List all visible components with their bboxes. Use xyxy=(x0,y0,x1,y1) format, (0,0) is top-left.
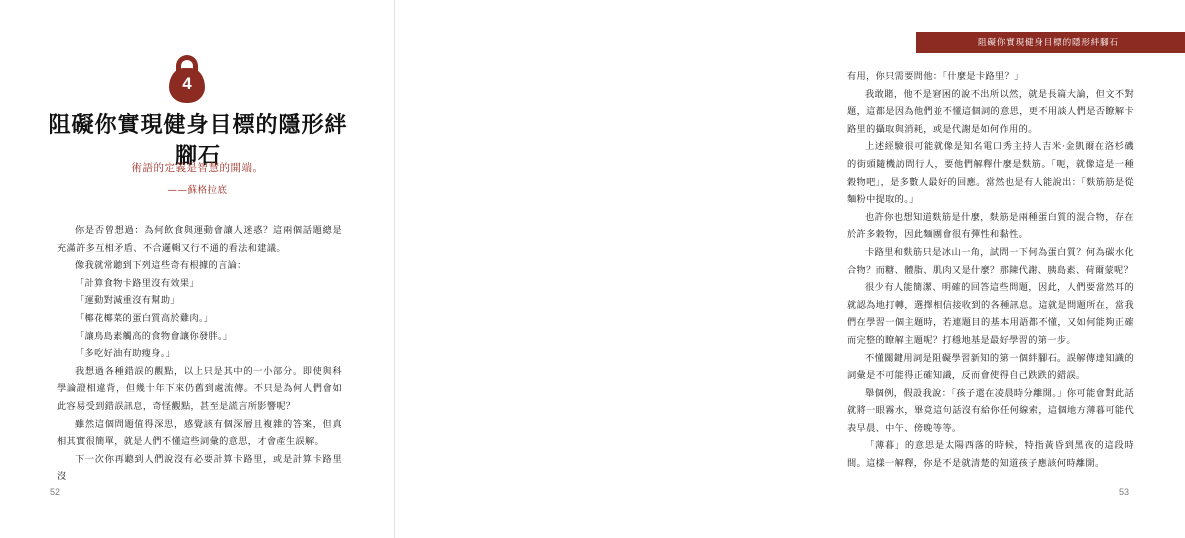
paragraph: 我想過各種錯誤的觀點，以上只是其中的一小部分。即使與科學論證相違背，但幾十年下來仍舊到處流傳。不只是為何人們會如此容易受到錯誤訊息，奇怪觀點，甚至是謊言所影響呢？ xyxy=(57,365,342,412)
paragraph: 「薄暮」的意思是太陽西落的時候，特指黃昏到黑夜的這段時間。這樣一解釋，你是不是就清楚的知道孩子應該何時離開。 xyxy=(847,440,1134,470)
page-right xyxy=(395,0,1134,538)
paragraph: 不懂關鍵用詞是阻礙學習新知的第一個絆腳石。誤解傳達知識的詞彙是不可能得正確知識，反而會使得自己跌跌的錯誤。 xyxy=(847,352,1134,382)
running-head: 阻礙你實現健身目標的隱形絆腳石 xyxy=(978,38,1119,48)
epigraph-text: 術語的定義是智慧的開端。 xyxy=(131,162,264,174)
chapter-badge xyxy=(167,55,207,103)
paragraph: 很少有人能簡潔、明確的回答這些問題，因此，人們要當然耳的就認為地打轉，選擇相信接收到的各種訊息。這就是問題所在，當我們在學習一個主題時，若連題目的基本用語都不懂，又如何能夠正確而完整的瞭解主題呢？打穩地基是最好學習的第一步。 xyxy=(847,282,1134,346)
chapter-title: 阻礙你實現健身目標的隱形絆腳石 xyxy=(48,113,348,169)
epigraph-attribution: ——蘇格拉底 xyxy=(167,185,228,196)
paragraph: 卡路里和麩筋只是冰山一角，試問一下何為蛋白質？何為碳水化合物？而糖、體脂、肌肉又是什麼？那陳代謝、胰島素、荷爾蒙呢？ xyxy=(847,246,1134,276)
paragraph: 你是否曾想過：為何飲食與運動會讓人迷惑？這兩個話題總是充滿許多互相矛盾、不合邏輯又行不通的看法和建議。 xyxy=(57,225,342,254)
page-number-right: 53 xyxy=(1119,487,1130,497)
paragraph: 上述經驗很可能就像是知名電口秀主持人吉米‧金凱爾在洛杉磯的街頭隨機訪問行人，要他們解釋什麼是麩筋。「呃，就像這是一種穀物吧」，是多數人最好的回應。當然也是有人能說出：「麩筋筋是從麵粉中提取的。」 xyxy=(847,141,1134,206)
paragraph: 像我就常聽到下列這些奇有根據的言論： xyxy=(75,260,247,272)
kettlebell-icon xyxy=(167,55,207,103)
page-left xyxy=(0,0,395,538)
paragraph: 「運動對減重沒有幫助」 xyxy=(75,295,180,307)
paragraph: 「多吃好油有助瘦身。」 xyxy=(75,348,176,360)
paragraph: 「讓鳥島素觸高的食物會讓你發胖。」 xyxy=(75,330,233,342)
paragraph: 也許你也想知道麩筋是什麼，麩筋是兩種蛋白質的混合物，存在於許多穀物，因此麵團會很有彈性和黏性。 xyxy=(847,211,1134,241)
paragraph: 我敢賭，他不是窘困的說不出所以然，就是長篇大論，但文不對題，這都是因為他們並不懂這個詞的意思，更不用談人們是否瞭解卡路里的攝取與消耗，或是代謝是如何作用的。 xyxy=(847,88,1134,135)
paragraph: 下一次你再聽到人們說沒有必要計算卡路里，或是計算卡路里沒 xyxy=(57,453,342,483)
paragraph: 「計算食物卡路里沒有效果」 xyxy=(75,277,199,289)
paragraph: 「椰花椰菜的蛋白質高於雞肉。」 xyxy=(75,312,214,324)
paragraph: 有用，你只需要問他：「什麼是卡路里？」 xyxy=(847,71,1024,82)
chapter-number: 4 xyxy=(182,74,192,93)
paragraph: 舉個例，假設我說：「孩子還在凌晨時分離開。」你可能會對此話就將一眼霧水，畢竟這句話沒有給你任何線索，這個地方薄暮可能代表早晨、中午、傍晚等等。 xyxy=(847,387,1134,434)
right-body-column xyxy=(847,68,1134,473)
left-body-column xyxy=(57,222,342,486)
page-number-left: 52 xyxy=(50,487,61,497)
paragraph: 雖然這個問題值得深思，感覺該有個深層且複雜的答案，但真相其實很簡單，就是人們不懂這些詞彙的意思，才會產生誤解。 xyxy=(57,418,342,448)
